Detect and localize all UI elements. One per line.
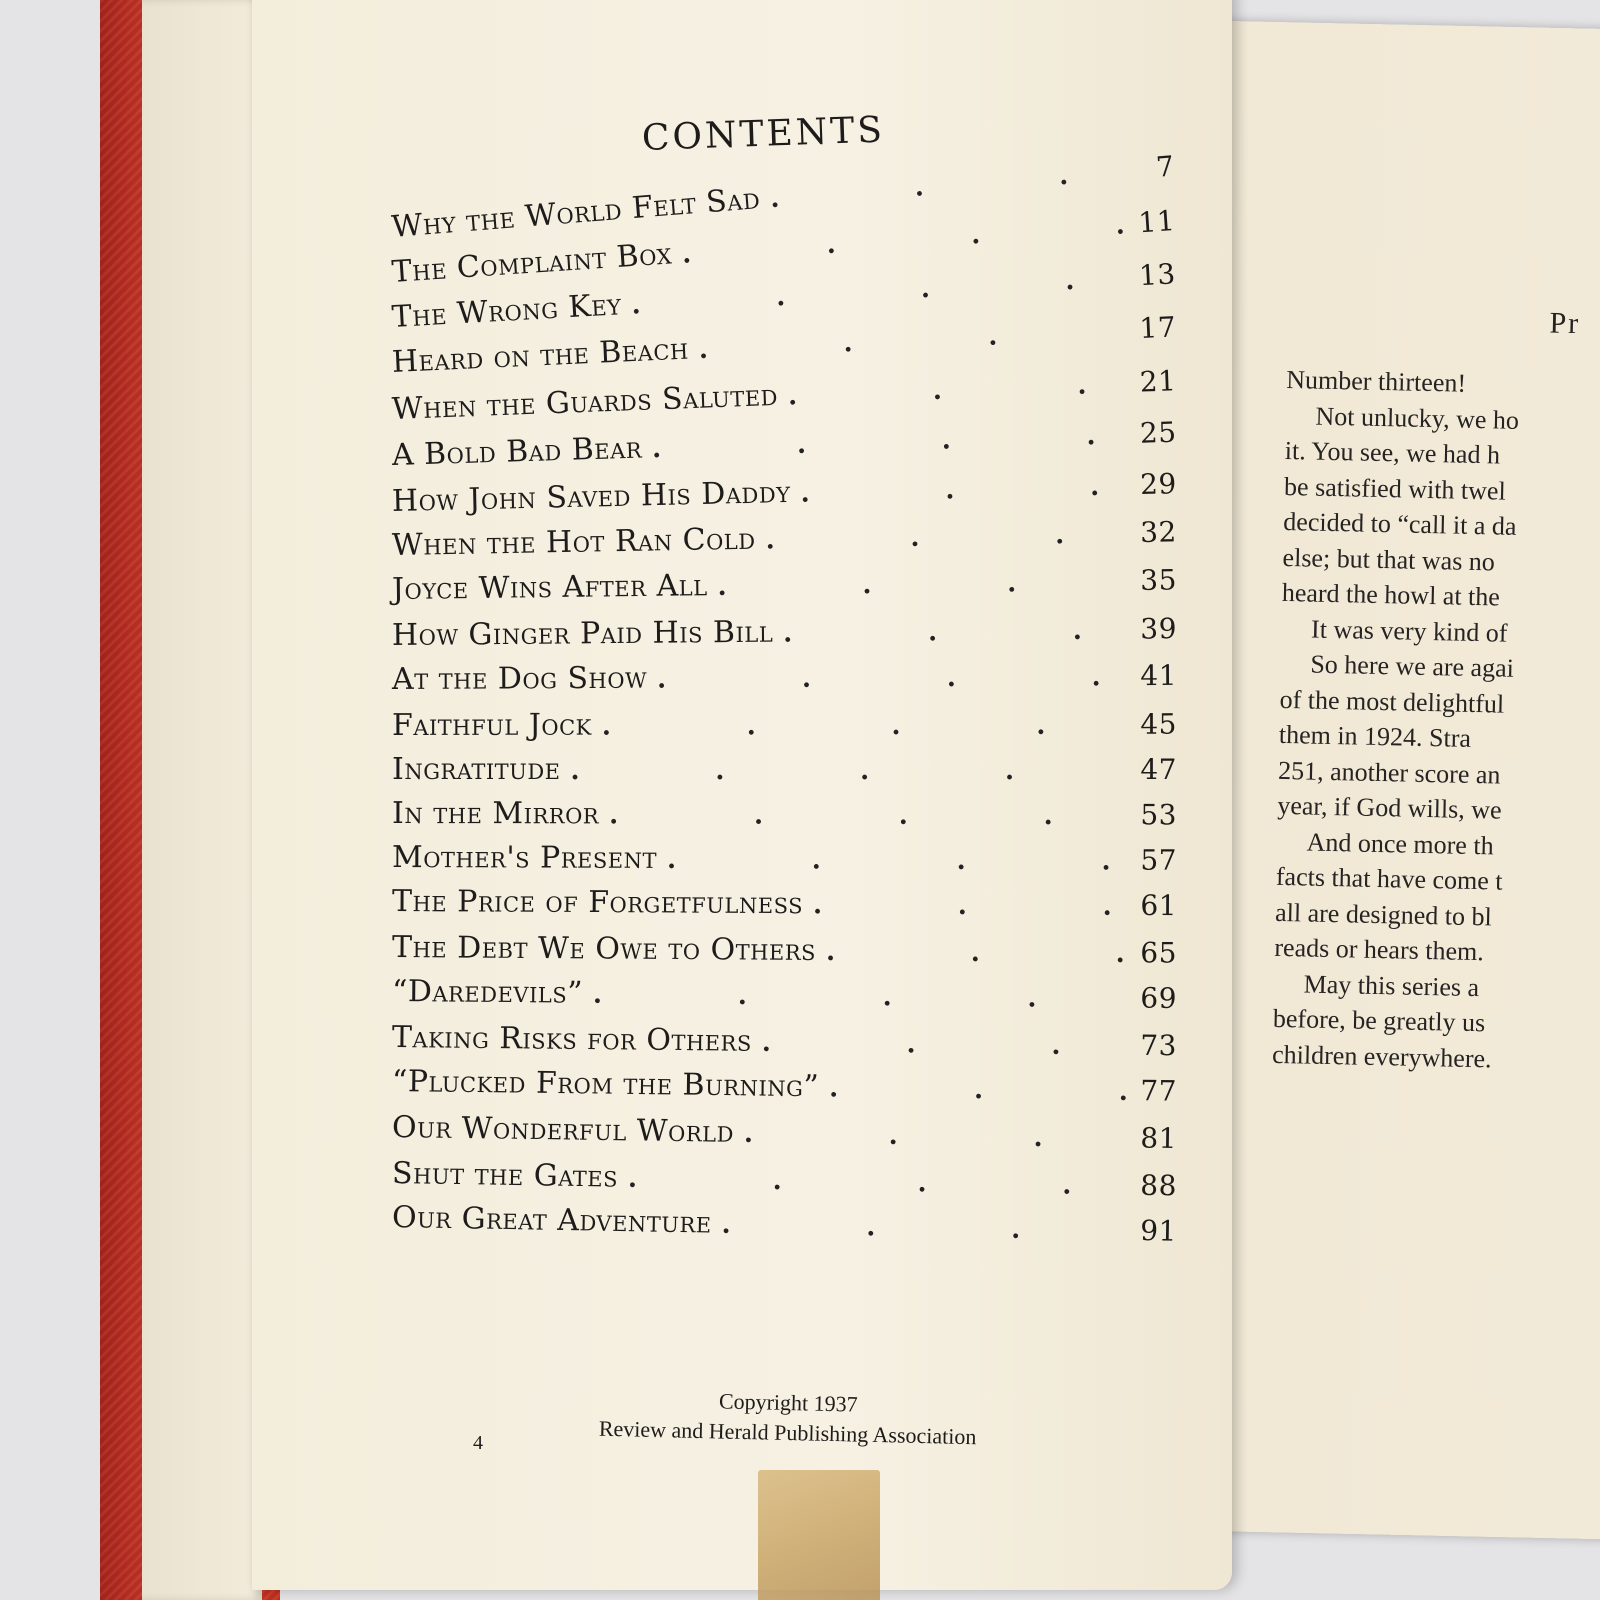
preface-line: Not unlucky, we ho — [1315, 401, 1520, 435]
dot-leader — [618, 1160, 1127, 1203]
preface-line: 251, another score an — [1277, 755, 1501, 790]
dot-leader — [755, 515, 1127, 556]
entry-title: The Price of Forgetfulness — [391, 884, 804, 922]
dot-leader — [790, 467, 1127, 510]
entry-page-number: 25 — [1139, 415, 1178, 450]
entry-page-number: 57 — [1140, 843, 1178, 877]
entry-page-number: 35 — [1140, 563, 1178, 597]
entry-title: The Wrong Key — [390, 287, 623, 335]
entry-page-number: 13 — [1138, 257, 1177, 293]
entry-title: Shut the Gates — [391, 1156, 619, 1195]
dot-leader — [561, 752, 1127, 787]
dot-leader — [777, 365, 1127, 413]
entry-title: “Daredevils” — [391, 974, 584, 1011]
entry-title: Mother's Present — [391, 840, 658, 876]
entry-page-number: 41 — [1140, 658, 1178, 693]
entry-page-number: 73 — [1140, 1028, 1178, 1063]
dot-leader — [599, 796, 1127, 832]
dot-leader — [819, 1069, 1127, 1108]
entry-title: At the Dog Show — [391, 660, 648, 697]
contents-entry — [392, 1020, 1177, 1068]
preface-line: children everywhere. — [1271, 1039, 1492, 1073]
entry-page-number: 69 — [1140, 981, 1178, 1015]
entry-title: Heard on the Beach — [391, 331, 690, 380]
entry-title: Our Great Adventure — [391, 1200, 712, 1241]
entry-page-number: 11 — [1137, 204, 1177, 240]
dot-leader — [759, 152, 1126, 216]
entry-title: A Bold Bad Bear — [391, 430, 643, 473]
preface-line: be satisfied with twel — [1283, 471, 1507, 506]
entry-title: “Plucked From the Burning” — [391, 1064, 820, 1105]
preface-line: of the most delightful — [1279, 684, 1505, 719]
dot-leader — [642, 416, 1128, 465]
preface-line: all are designed to bl — [1274, 897, 1493, 931]
contents-entry — [392, 752, 1177, 792]
preface-line: And once more th — [1306, 827, 1494, 860]
entry-page-number: 7 — [1154, 149, 1176, 184]
entry-page-number: 77 — [1140, 1074, 1178, 1108]
preface-line: before, be greatly us — [1272, 1003, 1486, 1038]
dot-leader — [688, 312, 1127, 367]
contents-title: CONTENTS — [641, 109, 886, 159]
contents-entry — [392, 466, 1178, 524]
entry-page-number: 61 — [1140, 888, 1178, 923]
entry-page-number: 53 — [1140, 798, 1178, 832]
preface-line: it. You see, we had h — [1284, 435, 1501, 470]
tape-strip — [758, 1470, 880, 1600]
contents-entry — [392, 1110, 1177, 1161]
preface-line: Number thirteen! — [1286, 364, 1467, 398]
entry-title: The Debt We Owe to Others — [391, 930, 817, 968]
preface-line: heard the howl at the — [1281, 577, 1501, 612]
entry-page-number: 47 — [1140, 753, 1177, 786]
preface-line: else; but that was no — [1282, 542, 1496, 576]
entry-title: When the Hot Ran Cold — [391, 521, 756, 563]
contents-entry — [392, 796, 1177, 837]
dot-leader — [734, 1115, 1127, 1155]
contents-entry — [392, 974, 1177, 1021]
preface-line: year, if God wills, we — [1277, 790, 1502, 825]
preface-line: May this series a — [1303, 968, 1480, 1002]
entry-page-number: 29 — [1139, 467, 1178, 502]
copyright-line: Copyright 1937 — [718, 1388, 858, 1417]
dot-leader — [647, 658, 1127, 696]
page-number: 4 — [473, 1432, 483, 1454]
entry-title: Faithful Jock — [391, 707, 592, 743]
contents-entry — [392, 562, 1177, 612]
entry-title: When the Guards Saluted — [391, 377, 779, 427]
entry-title: Why the World Felt Sad — [390, 181, 762, 245]
entry-title: The Complaint Box — [390, 236, 674, 290]
entry-title: In the Mirror — [391, 796, 600, 832]
contents-entry — [392, 1200, 1178, 1254]
preface-line: them in 1924. Stra — [1278, 719, 1472, 753]
entry-title: Taking Risks for Others — [391, 1020, 753, 1059]
entry-page-number: 32 — [1139, 515, 1178, 549]
dot-leader — [773, 612, 1127, 650]
entry-title: Joyce Wins After All — [391, 568, 708, 607]
copyright-notice — [547, 1383, 1028, 1454]
entry-title: Our Wonderful World — [391, 1110, 735, 1150]
entry-page-number: 81 — [1140, 1121, 1178, 1155]
contents-entry — [392, 930, 1177, 975]
dot-leader — [592, 707, 1127, 743]
dot-leader — [711, 1206, 1127, 1248]
contents-entry — [392, 840, 1177, 883]
entry-page-number: 65 — [1140, 936, 1178, 970]
entry-page-number: 88 — [1140, 1168, 1178, 1203]
entry-title: How John Saved His Daddy — [391, 474, 791, 519]
preface-line: decided to “call it a da — [1283, 506, 1517, 541]
entry-page-number: 45 — [1140, 707, 1178, 741]
entry-page-number: 17 — [1138, 310, 1177, 346]
dot-leader — [816, 933, 1127, 970]
preface-line: It was very kind of — [1310, 614, 1508, 648]
contents-entry — [392, 884, 1177, 928]
contents-entry — [392, 611, 1177, 658]
preface-line: facts that have come t — [1275, 861, 1503, 896]
dot-leader — [752, 1024, 1128, 1063]
contents-entry — [392, 1156, 1178, 1208]
contents-entry — [392, 658, 1177, 702]
dot-leader — [803, 886, 1127, 923]
entry-title: How Ginger Paid His Bill — [391, 614, 774, 653]
entry-page-number: 21 — [1139, 364, 1177, 399]
entry-page-number: 91 — [1140, 1214, 1178, 1248]
publisher-line: Review and Herald Publishing Association — [598, 1415, 977, 1450]
preface-line: reads or hears them. — [1274, 932, 1485, 967]
contents-entry — [392, 1064, 1177, 1114]
dot-leader — [657, 841, 1127, 878]
dot-leader — [583, 976, 1127, 1016]
preface-heading: Pr — [1549, 306, 1581, 341]
contents-entry — [392, 707, 1177, 748]
contents-entry — [392, 514, 1178, 568]
preface-line: So here we are agai — [1310, 649, 1515, 683]
entry-page-number: 39 — [1140, 612, 1178, 646]
entry-title: Ingratitude — [392, 752, 561, 787]
dot-leader — [707, 563, 1127, 603]
